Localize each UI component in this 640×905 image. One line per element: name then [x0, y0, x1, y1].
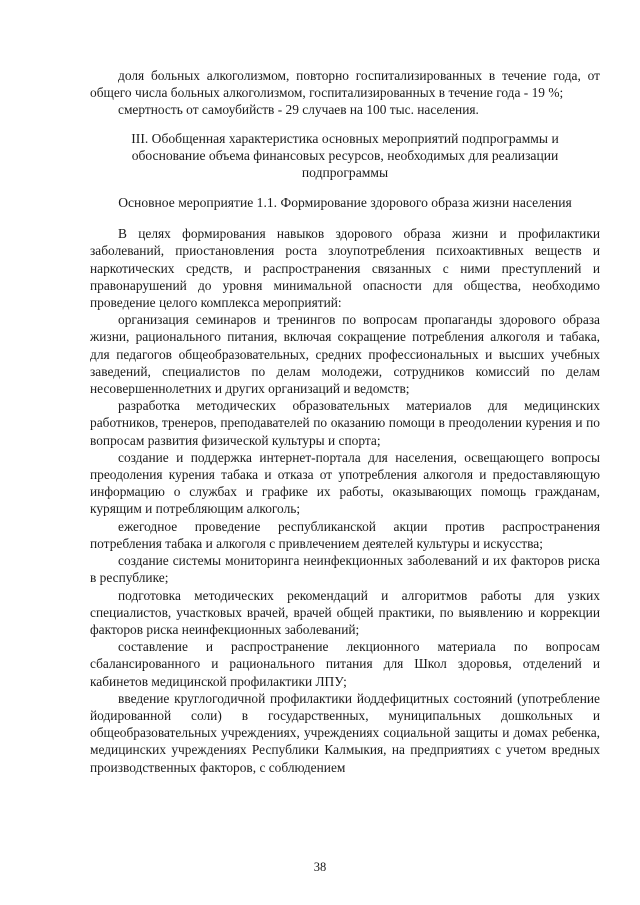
section-heading: III. Обобщенная характеристика основных мероприятий подпрограммы и обоснование объема финансовых ресурсов, необходимых для реализации подпрограммы	[131, 130, 559, 181]
list-item: ежегодное проведение республиканской акции против распространения потребления табака и алкоголя с привлечением деятелей культуры и искусства;	[90, 518, 600, 551]
list-item: разработка методических образовательных материалов для медицинских работников, тренеров, преподавателей по оказанию помощи в преодолении курения и по вопросам развития физической культуры и спорта;	[90, 398, 600, 448]
paragraph-suicide-mortality: смертность от самоубийств - 29 случаев на 100 тыс. населения.	[118, 102, 479, 118]
list-item: создание и поддержка интернет-портала для населения, освещающего вопросы преодоления курения табака и отказа от употребления алкоголя и предоставляющую информацию о службах и графике их работы, оказывающих помощь гражданам, курящим и потребляющим алкоголь;	[90, 449, 600, 517]
paragraph-readmission-rate: доля больных алкоголизмом, повторно госпитализированных в течение года, от общего числа больных алкоголизмом, госпитализированных в течение года - 19 %;	[90, 68, 600, 101]
page-body	[90, 67, 600, 776]
subheading-measure-1-1: Основное мероприятие 1.1. Формирование здорового образа жизни населения	[118, 194, 572, 210]
list-item: организация семинаров и тренингов по вопросам пропаганды здорового образа жизни, рационального питания, включая сокращение потребления алкоголя и табака, для педагогов общеобразовательных, средних профессиональных и высших учебных заведений, специалистов по делам молодежи, сотрудников комиссий по делам несовершеннолетних и других организаций и ведомств;	[90, 312, 600, 397]
list-item: составление и распространение лекционного материала по вопросам сбалансированного и рационального питания для Школ здоровья, отделений и кабинетов медицинской профилактики ЛПУ;	[90, 639, 600, 689]
list-item: создание системы мониторинга неинфекционных заболеваний и их факторов риска в республике;	[90, 553, 600, 586]
page-number: 38	[313, 860, 327, 874]
list-item: введение круглогодичной профилактики йоддефицитных состояний (употребление йодированной соли) в государственных, муниципальных дошкольных и общеобразовательных учреждениях, учреждениях социальной защиты и домах ребенка, медицинских учреждениях Республики Калмыкия, на предприятиях с учетом вредных производственных факторов, с соблюдением	[90, 690, 600, 775]
paragraph-intro: В целях формирования навыков здорового образа жизни и профилактики заболеваний, приостановления роста злоупотребления психоактивных веществ и наркотических средств, и распространения связанных с ними преступлений и правонарушений до уровня минимальной опасности для общества, необходимо проведение целого комплекса мероприятий:	[90, 226, 600, 311]
list-item: подготовка методических рекомендаций и алгоритмов работы для узких специалистов, участковых врачей, врачей общей практики, по выявлению и коррекции факторов риска неинфекционных заболеваний;	[90, 587, 600, 637]
